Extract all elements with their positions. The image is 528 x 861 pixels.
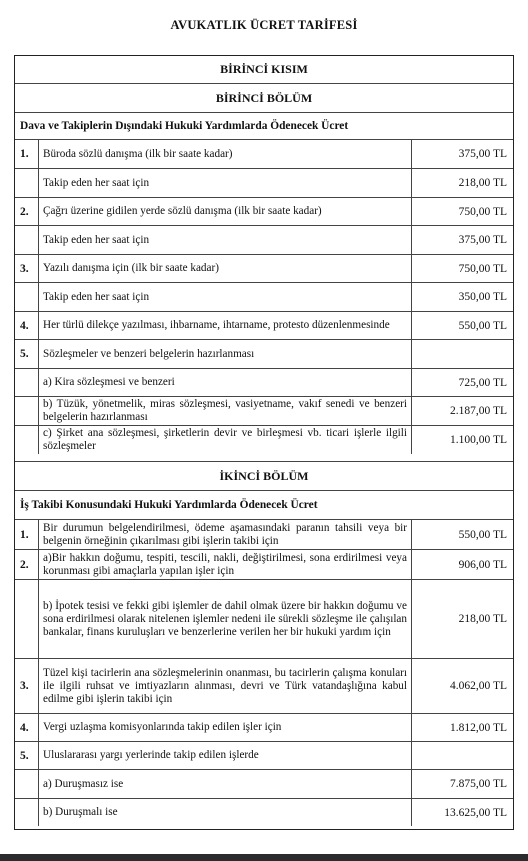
item-description: Takip eden her saat için	[39, 169, 412, 197]
table-row	[15, 425, 513, 454]
item-description: Sözleşmeler ve benzeri belgelerin hazırlanması	[39, 340, 412, 368]
table-row	[15, 713, 513, 741]
item-description: Uluslararası yargı yerlerinde takip edilen işlerde	[39, 742, 412, 769]
item-amount	[412, 742, 513, 769]
page-bottom-bar	[0, 854, 528, 861]
item-amount: 13.625,00 TL	[444, 806, 507, 819]
item-number	[15, 799, 39, 826]
item-amount: 7.875,00 TL	[450, 778, 507, 790]
item-description: a) Kira sözleşmesi ve benzeri	[39, 369, 412, 396]
item-amount: 750,00 TL	[458, 262, 507, 275]
item-number	[15, 169, 39, 197]
item-number	[15, 226, 39, 254]
item-amount	[412, 340, 513, 368]
item-amount: 906,00 TL	[458, 558, 507, 571]
item-description: Tüzel kişi tacirlerin ana sözleşmelerinin onanması, bu tacirlerin çalışma konuları ile ilgili ruhsat ve imtiyazların alınması, devri ve Türk vatandaşlığına kabul edilme gibi işlerin takibi için	[39, 659, 412, 713]
item-description: b) Tüzük, yönetmelik, miras sözleşmesi, vasiyetname, vakıf senedi ve benzeri belgelerin hazırlanması	[39, 397, 412, 425]
table-row	[15, 396, 513, 425]
table-row	[15, 549, 513, 579]
item-number: 5.	[15, 340, 39, 368]
table-row	[15, 339, 513, 368]
item-amount: 218,00 TL	[458, 613, 507, 625]
section1-heading: BİRİNCİ BÖLÜM	[15, 83, 513, 112]
table-row	[15, 139, 513, 168]
item-description: b) Duruşmalı ise	[39, 799, 412, 826]
item-amount: 350,00 TL	[458, 291, 507, 303]
table-row	[15, 579, 513, 658]
item-amount: 375,00 TL	[458, 234, 507, 246]
section1-subtitle: Dava ve Takiplerin Dışındaki Hukuki Yardımlarda Ödenecek Ücret	[15, 112, 513, 139]
tariff-table	[14, 55, 514, 830]
table-row	[15, 769, 513, 798]
part-heading: BİRİNCİ KISIM	[220, 62, 308, 76]
section2-heading: İKİNCİ BÖLÜM	[15, 461, 513, 490]
item-description: Takip eden her saat için	[39, 226, 412, 254]
item-number: 1.	[15, 140, 39, 168]
table-row	[15, 368, 513, 396]
table-row	[15, 798, 513, 826]
item-number: 2.	[15, 198, 39, 225]
item-number: 4.	[15, 714, 39, 741]
item-amount: 218,00 TL	[458, 177, 507, 189]
item-number: 3.	[15, 659, 39, 713]
item-number: 1.	[15, 520, 39, 549]
item-description: c) Şirket ana sözleşmesi, şirketlerin devir ve birleşmesi vb. ticari işlerle ilgili sözleşmeler	[39, 426, 412, 454]
table-row	[15, 254, 513, 282]
item-number: 3.	[15, 255, 39, 282]
item-description: b) İpotek tesisi ve fekki gibi işlemler de dahil olmak üzere bir hakkın doğumu ve sona erdirilmesi olarak nitelenen işlemler nedeni ile sürekli sözleşme ile çalışılan bankalar, finans kuruluşları ve benzerlerine verilen her bir hukuki yardım için	[39, 580, 412, 658]
item-description: Takip eden her saat için	[39, 283, 412, 311]
table-row	[15, 519, 513, 549]
table-row	[15, 282, 513, 311]
item-number	[15, 580, 39, 658]
item-description: Çağrı üzerine gidilen yerde sözlü danışma (ilk bir saate kadar)	[39, 198, 412, 225]
table-row	[15, 225, 513, 254]
item-description: Vergi uzlaşma komisyonlarında takip edilen işler için	[39, 714, 412, 741]
item-amount: 1.100,00 TL	[450, 434, 507, 446]
table-row	[15, 168, 513, 197]
item-number: 4.	[15, 312, 39, 339]
item-amount: 4.062,00 TL	[450, 680, 507, 692]
item-amount: 725,00 TL	[458, 376, 507, 389]
item-amount: 375,00 TL	[458, 148, 507, 160]
item-number: 2.	[15, 550, 39, 579]
item-description: a)Bir hakkın doğumu, tespiti, tescili, nakli, değiştirilmesi, sona erdirilmesi veya korunması gibi amaçlarla yapılan işler için	[39, 550, 412, 579]
item-number	[15, 369, 39, 396]
item-number: 5.	[15, 742, 39, 769]
item-description: a) Duruşmasız ise	[39, 770, 412, 798]
item-description: Büroda sözlü danışma (ilk bir saate kadar)	[39, 140, 412, 168]
item-number	[15, 426, 39, 454]
item-number	[15, 283, 39, 311]
item-amount: 550,00 TL	[458, 319, 507, 332]
item-amount: 1.812,00 TL	[450, 721, 507, 734]
item-description: Yazılı danışma için (ilk bir saate kadar)	[39, 255, 412, 282]
item-number	[15, 770, 39, 798]
table-row	[15, 197, 513, 225]
table-row	[15, 741, 513, 769]
item-number	[15, 397, 39, 425]
section2-subtitle: İş Takibi Konusundaki Hukuki Yardımlarda Ödenecek Ücret	[15, 490, 513, 519]
item-amount: 550,00 TL	[458, 528, 507, 541]
table-row	[15, 658, 513, 713]
item-description: Bir durumun belgelendirilmesi, ödeme aşamasındaki paranın tahsili veya bir belgenin örneğinin çıkarılması gibi işlerin takibi için	[39, 520, 412, 549]
item-amount: 2.187,00 TL	[450, 405, 507, 417]
table-row	[15, 311, 513, 339]
document-title: AVUKATLIK ÜCRET TARİFESİ	[170, 18, 358, 32]
item-description: Her türlü dilekçe yazılması, ihbarname, ihtarname, protesto düzenlenmesinde	[39, 312, 412, 339]
item-amount: 750,00 TL	[458, 205, 507, 218]
